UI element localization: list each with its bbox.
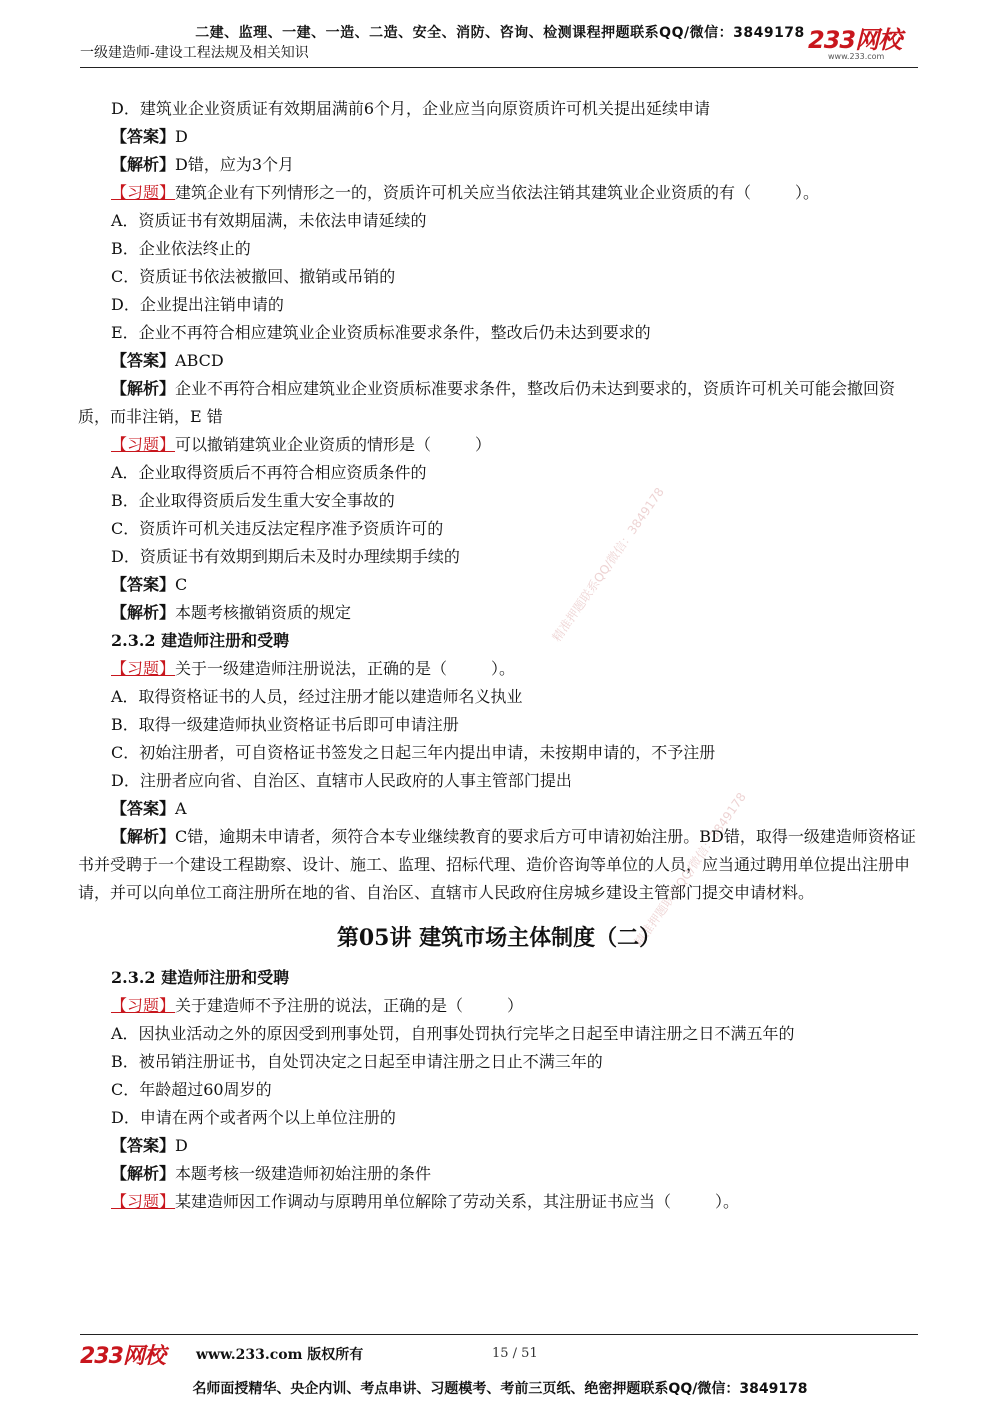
analysis-label: 【解析】 <box>111 603 176 622</box>
option-d: D．注册者应向省、自治区、直辖市人民政府的人事主管部门提出 <box>111 771 572 790</box>
analysis-text: C错，逾期未申请者，须符合本专业继续教育的要求后方可申请初始注册。BD错，取得一级建造师资格证书并受聘于一个建设工程勘察、设计、施工、监理、招标代理、造价咨询等单位的人员，应当通过聘用单位提出注册申请，并可以向单位工商注册所在地的省、自治区、直辖市人民政府住房城乡建设主管部门提交申请材料。 <box>78 827 916 902</box>
answer-value: C <box>175 575 188 594</box>
header-divider <box>80 67 918 68</box>
option-d: D．建筑业企业资质证有效期届满前6个月，企业应当向原资质许可机关提出延续申请 <box>111 99 711 118</box>
answer-line <box>78 123 920 151</box>
answer-label: 【答案】 <box>111 575 176 594</box>
exercise-label: 【习题】 <box>111 996 176 1015</box>
exercise-text: 可以撤销建筑业企业资质的情形是（ <box>175 435 432 454</box>
analysis-text: 企业不再符合相应建筑业企业资质标准要求条件，整改后仍未达到要求的，资质许可机关可能会撤回资质，而非注销，E 错 <box>78 379 896 426</box>
watermark: 精准押题联系QQ/微信：3849178 <box>631 790 749 950</box>
option-b: B．取得一级建造师执业资格证书后即可申请注册 <box>111 715 459 734</box>
exercise-text: 某建造师因工作调动与原聘用单位解除了劳动关系，其注册证书应当（ <box>175 1192 672 1211</box>
analysis-line <box>78 1160 920 1188</box>
answer-label: 【答案】 <box>111 351 176 370</box>
logo-url: www.233.com <box>828 52 885 61</box>
answer-label: 【答案】 <box>111 799 176 818</box>
answer-line <box>78 1132 920 1160</box>
page-number: 15 / 51 <box>492 1346 538 1361</box>
footer-divider <box>80 1334 918 1335</box>
brand-logo <box>808 28 928 61</box>
option-b: B．企业取得资质后发生重大安全事故的 <box>111 491 395 510</box>
exercise-stem <box>78 431 920 459</box>
answer-label: 【答案】 <box>111 1136 176 1155</box>
exercise-label: 【习题】 <box>111 435 176 454</box>
document-subtitle: 一级建造师-建设工程法规及相关知识 <box>80 45 309 61</box>
exercise-text-end: ）。 <box>715 1192 740 1211</box>
analysis-line <box>78 375 920 431</box>
analysis-line <box>78 599 920 627</box>
document-body <box>78 95 920 1216</box>
option-c: C．资质许可机关违反法定程序准予资质许可的 <box>111 519 444 538</box>
analysis-label: 【解析】 <box>111 155 176 174</box>
option-b: B．企业依法终止的 <box>111 239 251 258</box>
exercise-stem <box>78 992 920 1020</box>
analysis-line <box>78 823 920 907</box>
exercise-text-end: ） <box>475 435 492 454</box>
analysis-label: 【解析】 <box>111 379 176 398</box>
exercise-text: 关于建造师不予注册的说法，正确的是（ <box>175 996 464 1015</box>
exercise-text: 建筑企业有下列情形之一的，资质许可机关应当依法注销其建筑业企业资质的有（ <box>175 183 752 202</box>
exercise-stem <box>78 655 920 683</box>
option-c: C．初始注册者，可自资格证书签发之日起三年内提出申请，未按期申请的，不予注册 <box>111 743 716 762</box>
answer-line <box>78 347 920 375</box>
answer-value: ABCD <box>175 351 224 370</box>
option-a: A．企业取得资质后不再符合相应资质条件的 <box>111 463 427 482</box>
option-a: A．取得资格证书的人员，经过注册才能以建造师名义执业 <box>111 687 523 706</box>
analysis-text: 本题考核一级建造师初始注册的条件 <box>175 1164 432 1183</box>
lecture-title: 第05讲 建筑市场主体制度（二） <box>336 925 662 951</box>
option-b: B．被吊销注册证书，自处罚决定之日起至申请注册之日止不满三年的 <box>111 1052 603 1071</box>
option-a: A．因执业活动之外的原因受到刑事处罚，自刑事处罚执行完毕之日起至申请注册之日不满五年的 <box>111 1024 795 1043</box>
option-e: E．企业不再符合相应建筑业企业资质标准要求条件，整改后仍未达到要求的 <box>111 323 651 342</box>
exercise-text-end: ）。 <box>491 659 516 678</box>
answer-value: D <box>175 127 188 146</box>
analysis-label: 【解析】 <box>111 1164 176 1183</box>
watermark: 精准押题联系QQ/微信：3849178 <box>549 485 667 645</box>
logo-text: 233网校 <box>808 26 902 54</box>
option-c: C．资质证书依法被撤回、撤销或吊销的 <box>111 267 396 286</box>
analysis-text: D错，应为3个月 <box>175 155 295 174</box>
footer-copyright: www.233.com 版权所有 <box>196 1347 364 1363</box>
exercise-label: 【习题】 <box>111 1192 176 1211</box>
answer-line <box>78 571 920 599</box>
answer-value: A <box>175 799 187 818</box>
top-contact-banner: 二建、监理、一建、一造、二造、安全、消防、咨询、检测课程押题联系QQ/微信：3849178 <box>195 25 805 41</box>
section-heading: 2.3.2 建造师注册和受聘 <box>111 631 290 650</box>
answer-value: D <box>175 1136 188 1155</box>
section-heading: 2.3.2 建造师注册和受聘 <box>111 968 290 987</box>
option-d: D．资质证书有效期到期后未及时办理续期手续的 <box>111 547 460 566</box>
answer-label: 【答案】 <box>111 127 176 146</box>
analysis-label: 【解析】 <box>111 827 176 846</box>
option-d: D．申请在两个或者两个以上单位注册的 <box>111 1108 396 1127</box>
footer-logo: 233网校 <box>80 1344 165 1369</box>
exercise-stem <box>78 1188 920 1216</box>
analysis-line <box>78 151 920 179</box>
exercise-stem <box>78 179 920 207</box>
bottom-contact-banner: 名师面授精华、央企内训、考点串讲、习题模考、考前三页纸、绝密押题联系QQ/微信：3849178 <box>192 1381 808 1397</box>
option-d: D．企业提出注销申请的 <box>111 295 284 314</box>
exercise-text: 关于一级建造师注册说法，正确的是（ <box>175 659 448 678</box>
exercise-text-end: ）。 <box>795 183 820 202</box>
exercise-text-end: ） <box>507 996 524 1015</box>
analysis-text: 本题考核撤销资质的规定 <box>175 603 352 622</box>
option-c: C．年龄超过60周岁的 <box>111 1080 272 1099</box>
answer-line <box>78 795 920 823</box>
option-a: A．资质证书有效期届满，未依法申请延续的 <box>111 211 427 230</box>
exercise-label: 【习题】 <box>111 183 176 202</box>
exercise-label: 【习题】 <box>111 659 176 678</box>
